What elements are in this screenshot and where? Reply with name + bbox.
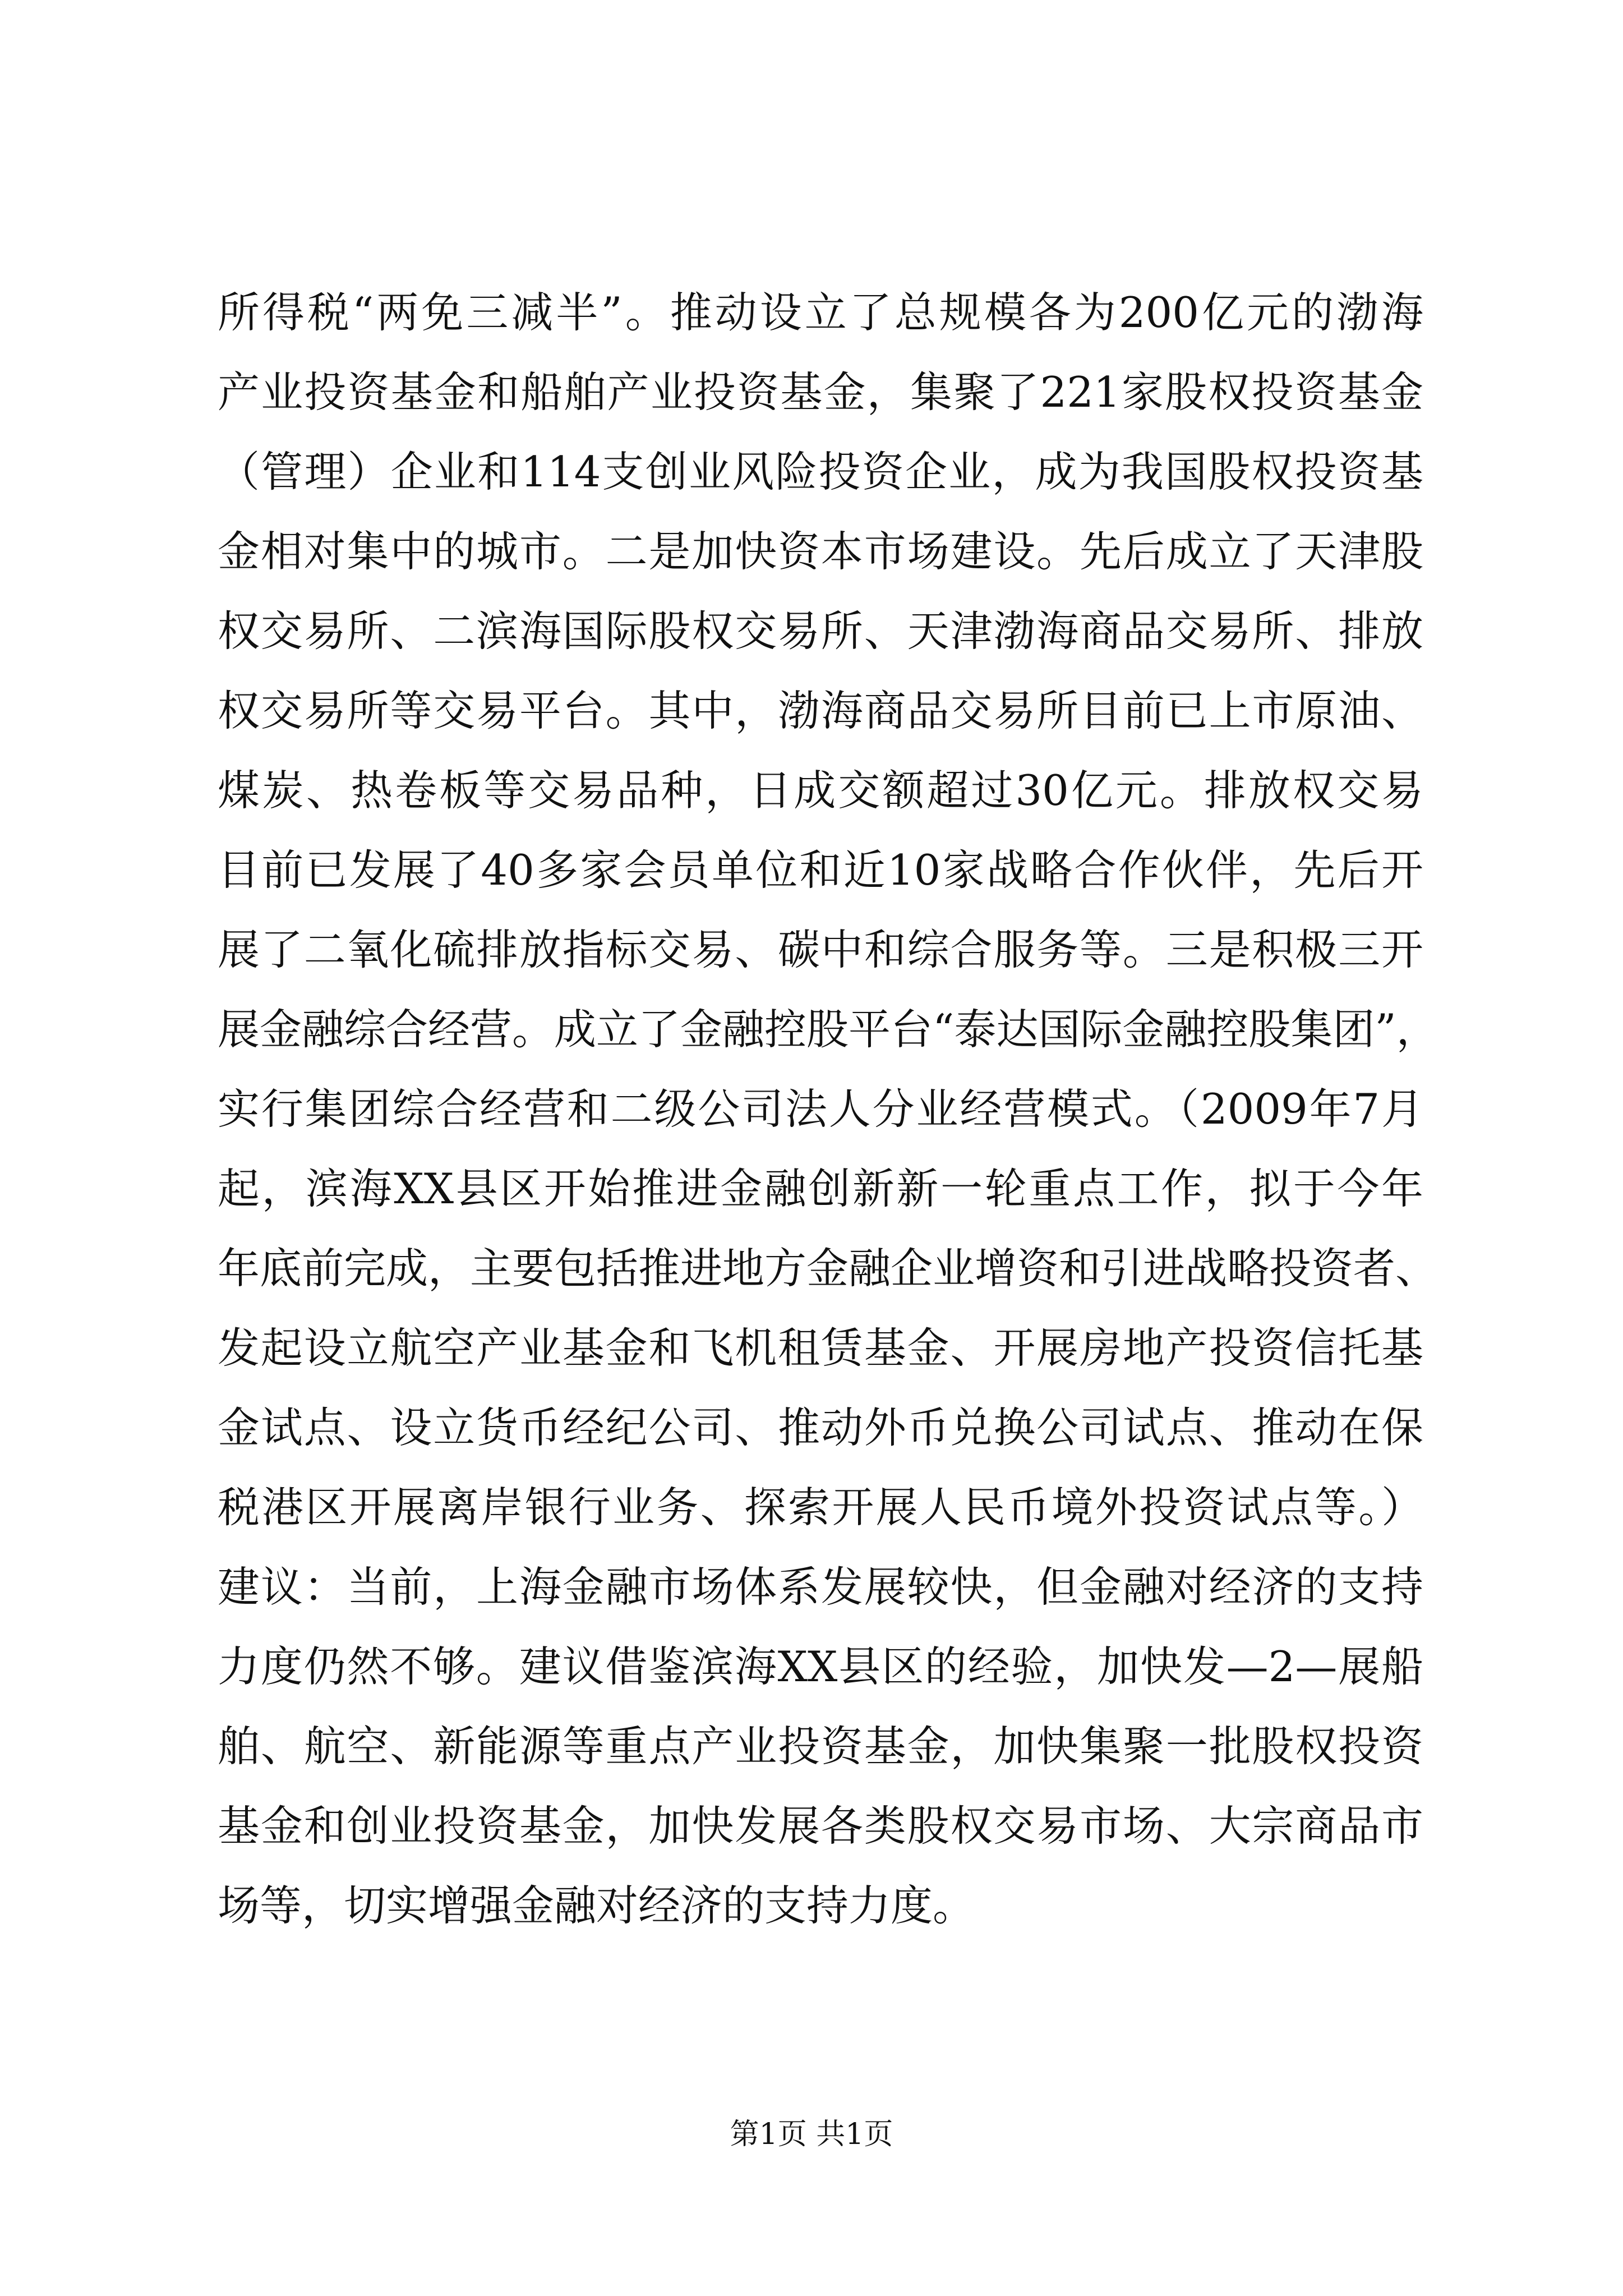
page-footer: 第1页 共1页 — [730, 2118, 893, 2151]
text-line: 实行集团综合经营和二级公司法人分业经营模式。（2009年7月 — [218, 1084, 1423, 1134]
text-line: 煤炭、热卷板等交易品种，日成交额超过30亿元。排放权交易 — [218, 766, 1423, 815]
text-line: 所得税“两免三减半”。推动设立了总规模各为200亿元的渤海 — [218, 288, 1423, 337]
text-line: 展金融综合经营。成立了金融控股平台“泰达国际金融控股集团”， — [218, 1005, 1438, 1054]
body-text — [218, 273, 1438, 1945]
text-line: 产业投资基金和船舶产业投资基金，集聚了221家股权投资基金 — [218, 367, 1423, 417]
text-line: 力度仍然不够。建议借鉴滨海XX县区的经验，加快发—2—展船 — [218, 1642, 1423, 1691]
text-line: 金相对集中的城市。二是加快资本市场建设。先后成立了天津股 — [218, 527, 1423, 576]
text-line: 场等，切实增强金融对经济的支持力度。 — [218, 1881, 975, 1930]
text-line: 金试点、设立货币经纪公司、推动外币兑换公司试点、推动在保 — [218, 1403, 1423, 1452]
text-line: 基金和创业投资基金，加快发展各类股权交易市场、大宗商品市 — [218, 1801, 1423, 1851]
text-line: 税港区开展离岸银行业务、探索开展人民币境外投资试点等。） — [218, 1483, 1423, 1532]
text-line: 年底前完成，主要包括推进地方金融企业增资和引进战略投资者、 — [218, 1244, 1438, 1293]
text-line: 目前已发展了40多家会员单位和近10家战略合作伙伴，先后开 — [218, 845, 1423, 895]
text-line: 起，滨海XX县区开始推进金融创新新一轮重点工作，拟于今年 — [218, 1164, 1423, 1213]
text-line: 权交易所等交易平台。其中，渤海商品交易所目前已上市原油、 — [218, 686, 1423, 735]
text-line: 权交易所、二滨海国际股权交易所、天津渤海商品交易所、排放 — [218, 606, 1423, 656]
text-line: （管理）企业和114支创业风险投资企业，成为我国股权投资基 — [218, 447, 1423, 496]
text-line: 舶、航空、新能源等重点产业投资基金，加快集聚一批股权投资 — [218, 1722, 1423, 1771]
text-line: 建议：当前，上海金融市场体系发展较快，但金融对经济的支持 — [218, 1562, 1423, 1612]
text-line: 发起设立航空产业基金和飞机租赁基金、开展房地产投资信托基 — [218, 1323, 1423, 1373]
text-line: 展了二氧化硫排放指标交易、碳中和综合服务等。三是积极三开 — [218, 925, 1423, 974]
